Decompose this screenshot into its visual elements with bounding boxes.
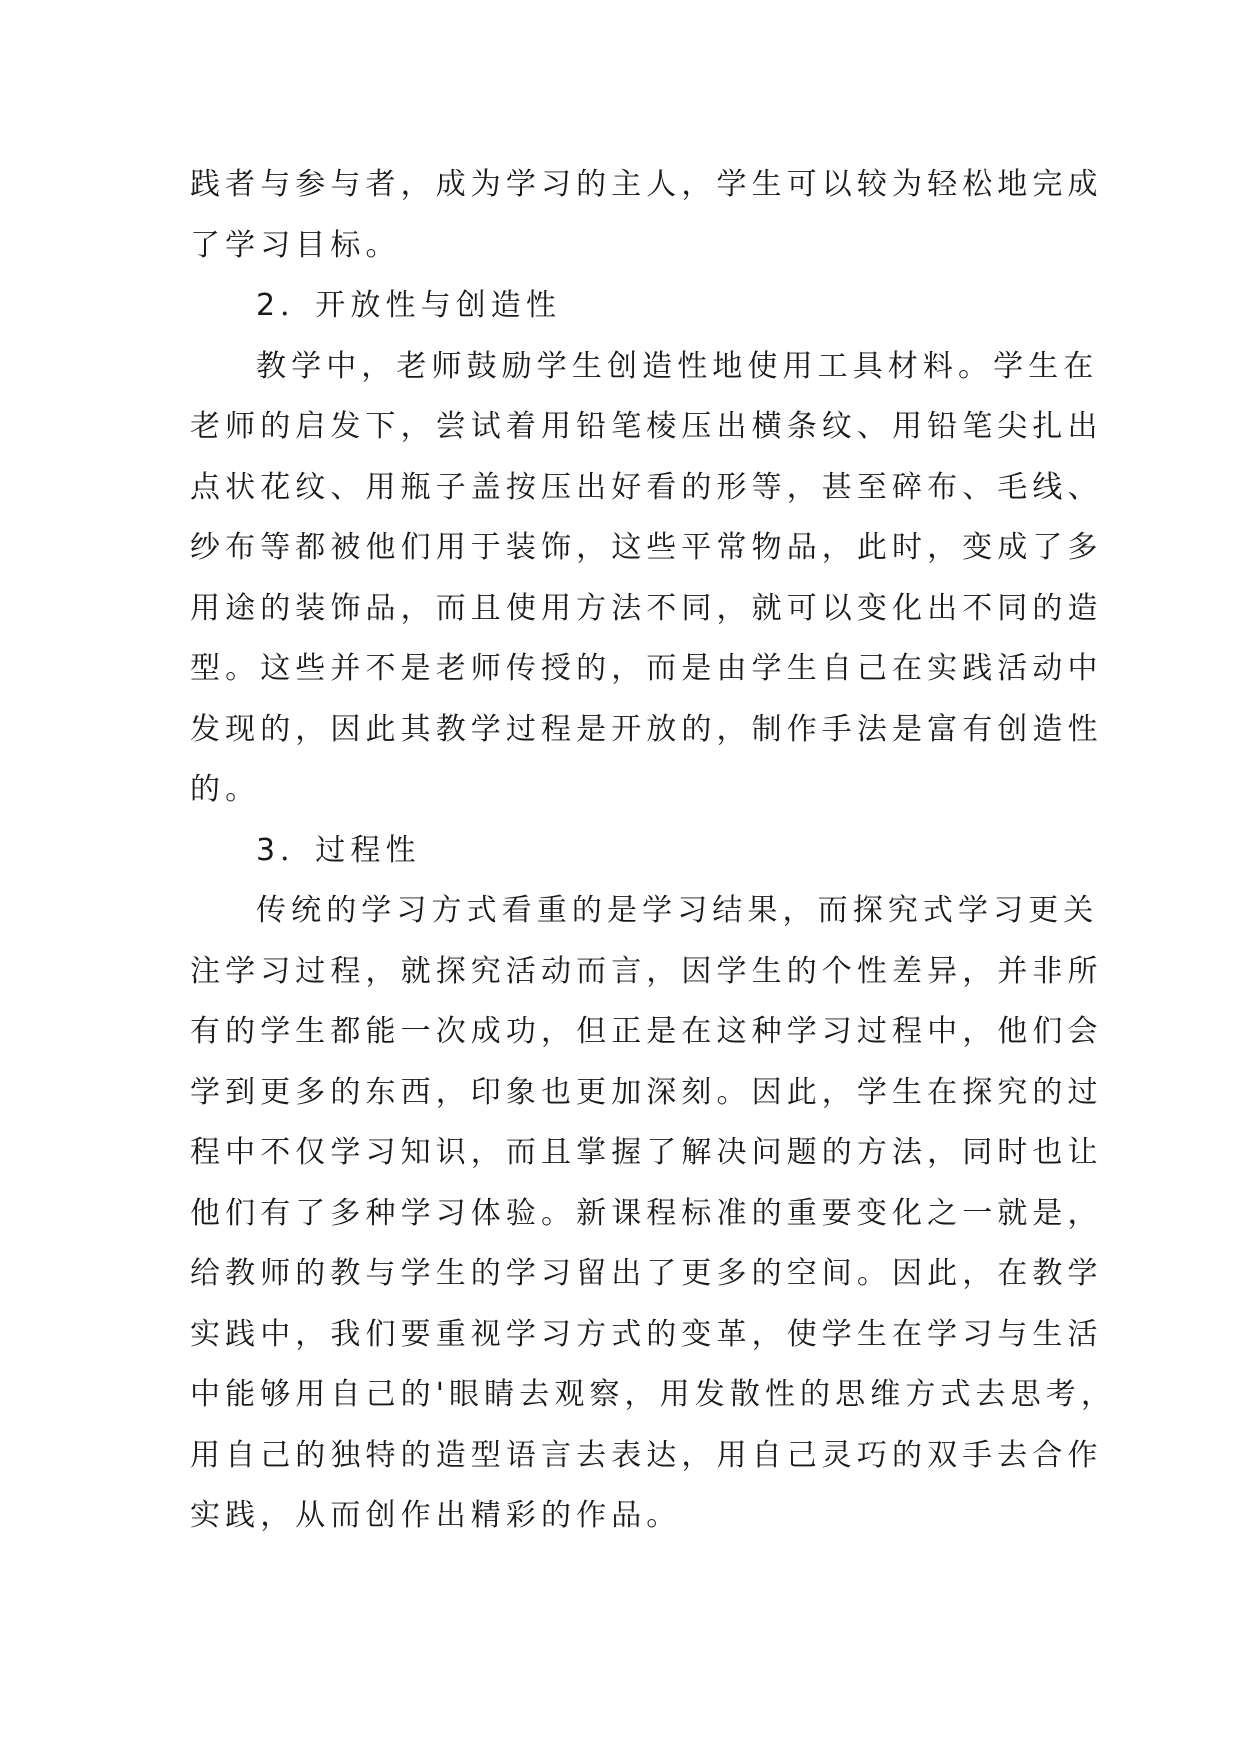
- paragraph-line: 的。: [190, 772, 261, 807]
- paragraph-line: 实践，从而创作出精彩的作品。: [190, 1498, 682, 1533]
- paragraph-line: 实践中，我们要重视学习方式的变革，使学生在学习与生活: [190, 1316, 1103, 1352]
- paragraph-line: 学到更多的东西，印象也更加深刻。因此，学生在探究的过: [190, 1074, 1103, 1110]
- paragraph-line: 中能够用自己的'眼睛去观察，用发散性的思维方式去思考，: [190, 1377, 1116, 1412]
- paragraph-line: 型。这些并不是老师传授的，而是由学生自己在实践活动中: [190, 651, 1103, 686]
- body-text: [190, 155, 1116, 1547]
- paragraph-line: 用自己的独特的造型语言去表达，用自己灵巧的双手去合作: [190, 1437, 1103, 1473]
- paragraph-line: 点状花纹、用瓶子盖按压出好看的形等，甚至碎布、毛线、: [190, 469, 1103, 505]
- section-heading: 3．过程性: [256, 832, 421, 868]
- paragraph-line: 有的学生都能一次成功，但正是在这种学习过程中，他们会: [190, 1014, 1103, 1049]
- paragraph-line: 践者与参与者，成为学习的主人，学生可以较为轻松地完成: [190, 167, 1103, 202]
- paragraph-line: 注学习过程，就探究活动而言，因学生的个性差异，并非所: [190, 953, 1103, 989]
- paragraph-line: 纱布等都被他们用于装饰，这些平常物品，此时，变成了多: [190, 530, 1103, 565]
- paragraph-line: 教学中，老师鼓励学生创造性地使用工具材料。学生在: [256, 348, 1099, 384]
- paragraph-line: 传统的学习方式看重的是学习结果，而探究式学习更关: [256, 893, 1099, 928]
- paragraph-line: 了学习目标。: [190, 227, 401, 263]
- paragraph-line: 用途的装饰品，而且使用方法不同，就可以变化出不同的造: [190, 590, 1103, 626]
- paragraph-line: 老师的启发下，尝试着用铅笔棱压出横条纹、用铅笔尖扎出: [190, 409, 1103, 444]
- paragraph-line: 给教师的教与学生的学习留出了更多的空间。因此，在教学: [190, 1256, 1103, 1291]
- section-heading: 2．开放性与创造性: [256, 288, 561, 323]
- paragraph-line: 他们有了多种学习体验。新课程标准的重要变化之一就是，: [190, 1195, 1103, 1231]
- paragraph-line: 发现的，因此其教学过程是开放的，制作手法是富有创造性: [190, 711, 1103, 747]
- paragraph-line: 程中不仅学习知识，而且掌握了解决问题的方法，同时也让: [190, 1135, 1103, 1170]
